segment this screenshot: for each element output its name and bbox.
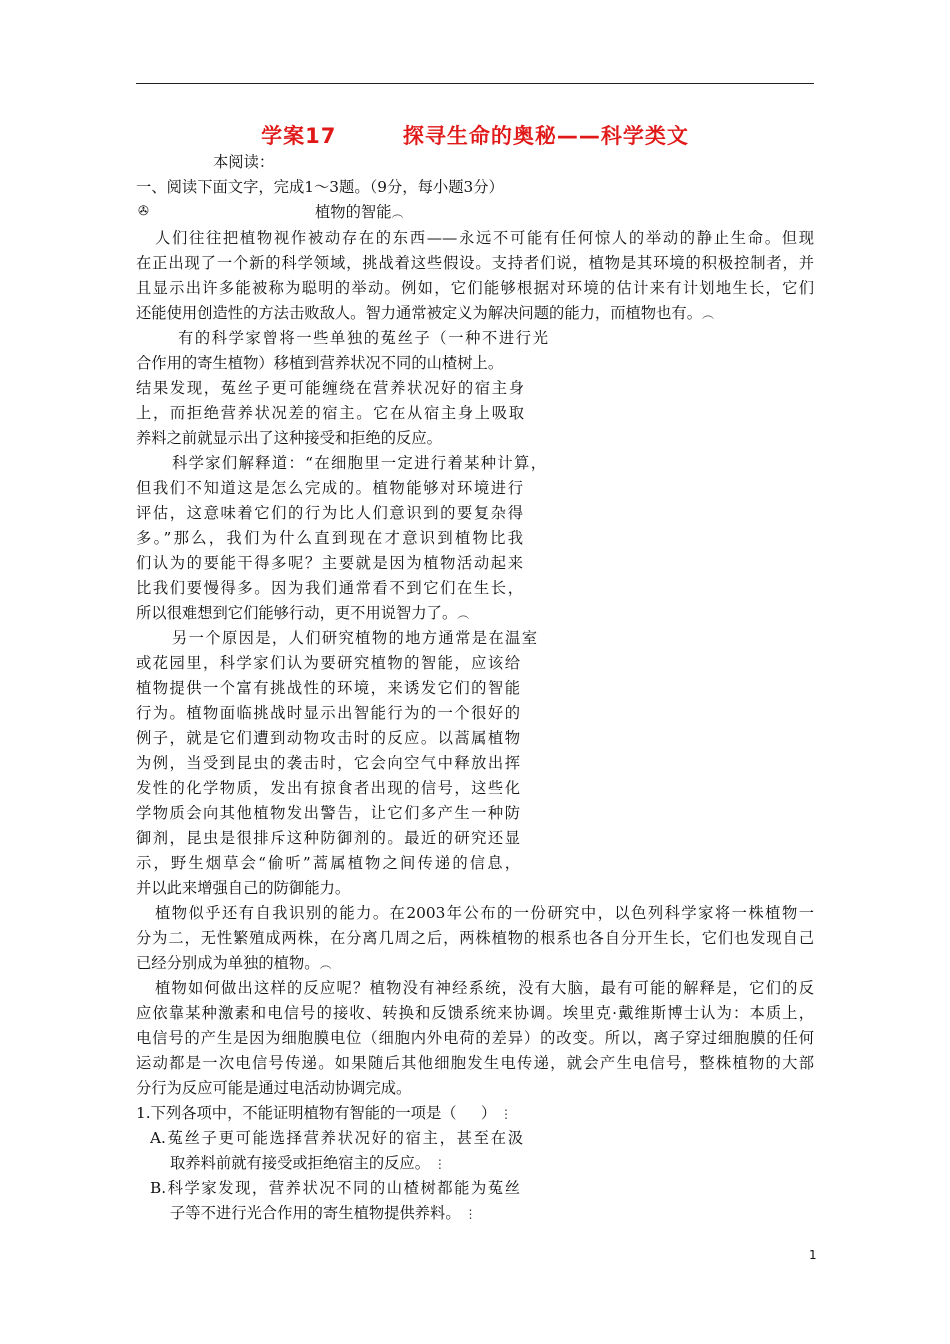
option-b-line-2-text: 子等不进行光合作用的寄生植物提供养料。	[170, 1204, 461, 1222]
para4-line-4: 行为。植物面临挑战时显示出智能行为的一个很好的	[136, 704, 520, 722]
option-a-line-1: A.菟丝子更可能选择营养状况好的宿主，甚至在汲	[150, 1129, 523, 1147]
para5-line-3-text: 已经分别成为单独的植物。	[136, 954, 320, 972]
para3-line-6: 比我们要慢得多。因为我们通常看不到它们在生长，	[136, 579, 523, 597]
para4-line-6: 为例，当受到昆虫的袭击时，它会向空气中释放出挥	[136, 754, 520, 772]
para4-line-2: 或花园里，科学家们认为要研究植物的智能，应该给	[136, 654, 520, 672]
para3-line-7-text: 所以很难想到它们能够行动，更不用说智力了。	[136, 604, 458, 622]
para4-line-8: 学物质会向其他植物发出警告，让它们多产生一种防	[136, 804, 520, 822]
para6-line-4: 运动都是一次电信号传递。如果随后其他细胞发生电传递，就会产生电信号，整株植物的大部	[136, 1054, 814, 1072]
snail-icon: ✇	[138, 204, 149, 219]
arc-mark-icon: ︵	[702, 307, 715, 321]
essay-title-text: 植物的智能	[315, 203, 392, 221]
para2-line-2: 合作用的寄生植物）移植到营养状况不同的山楂树上。	[136, 354, 504, 372]
para3-line-1: 科学家们解释道：“在细胞里一定进行着某种计算，	[172, 454, 546, 472]
para3-line-5: 们认为的要能干得多呢？主要就是因为植物活动起来	[136, 554, 523, 572]
intro-text: 本阅读：	[213, 153, 275, 171]
instruction-text: 一、阅读下面文字，完成1～3题。（9分，每小题3分）	[136, 178, 504, 196]
para2-line-1: 有的科学家曾将一些单独的菟丝子（一种不进行光	[178, 329, 548, 347]
para4-line-1: 另一个原因是，人们研究植物的地方通常是在温室	[172, 629, 537, 647]
para2-line-4: 上，而拒绝营养状况差的宿主。它在从宿主身上吸取	[136, 404, 524, 422]
para4-line-9: 御剂，昆虫是很排斥这种防御剂的。最近的研究还显	[136, 829, 520, 847]
question-1	[136, 1103, 512, 1124]
page-title: 学案17 探寻生命的奥秘——科学类文	[261, 124, 689, 148]
para4-line-5: 例子，就是它们遭到动物攻击时的反应。以蒿属植物	[136, 729, 520, 747]
option-b-line-1: B.科学家发现，营养状况不同的山楂树都能为菟丝	[150, 1179, 520, 1197]
para3-line-7	[136, 603, 469, 624]
para1-line-4	[136, 303, 714, 324]
para3-line-4: 多。”那么，我们为什么直到现在才意识到植物比我	[136, 529, 523, 547]
essay-title	[315, 202, 404, 223]
para1-line-4-text: 还能使用创造性的方法击败敌人。智力通常被定义为解决问题的能力，而植物也有。	[136, 304, 702, 322]
option-a-line-2-text: 取养料前就有接受或拒绝宿主的反应。	[170, 1154, 431, 1172]
para5-line-3	[136, 953, 332, 974]
header-rule	[136, 83, 814, 84]
para6-line-1: 植物如何做出这样的反应呢？植物没有神经系统，没有大脑，最有可能的解释是，它们的反	[155, 979, 814, 997]
para4-line-3: 植物提供一个富有挑战性的环境，来诱发它们的智能	[136, 679, 520, 697]
dots-mark-icon: ⋮	[430, 1157, 446, 1171]
arc-mark-icon: ︵	[319, 957, 332, 971]
para1-line-3: 且显示出许多能被称为聪明的举动。例如，它们能够根据对环境的估计来有计划地生长，它们	[136, 279, 814, 297]
option-b-line-2	[170, 1203, 476, 1224]
para3-line-2: 但我们不知道这是怎么完成的。植物能够对环境进行	[136, 479, 523, 497]
arc-mark-icon: ︵	[457, 607, 470, 621]
dots-mark-icon: ⋮	[496, 1107, 512, 1121]
para5-line-2: 分为二，无性繁殖成两株，在分离几周之后，两株植物的根系也各自分开生长，它们也发现自己	[136, 929, 814, 947]
arc-mark-icon: ︵	[391, 206, 404, 220]
para3-line-3: 评估，这意味着它们的行为比人们意识到的要复杂得	[136, 504, 523, 522]
page-number: 1	[809, 1248, 817, 1262]
question-1-text: 1.下列各项中，不能证明植物有智能的一项是（ ）	[136, 1104, 497, 1122]
para4-line-10: 示，野生烟草会“偷听”蒿属植物之间传递的信息，	[136, 854, 520, 872]
para2-line-5: 养料之前就显示出了这种接受和拒绝的反应。	[136, 429, 442, 447]
para1-line-2: 在正出现了一个新的科学领域，挑战着这些假设。支持者们说，植物是其环境的积极控制者，并	[136, 254, 814, 272]
para1-line-1: 人们往往把植物视作被动存在的东西——永远不可能有任何惊人的举动的静止生命。但现	[155, 229, 814, 247]
para5-line-1: 植物似乎还有自我识别的能力。在2003年公布的一份研究中，以色列科学家将一株植物一	[155, 904, 814, 922]
option-a-line-2	[170, 1153, 446, 1174]
dots-mark-icon: ⋮	[460, 1207, 477, 1221]
para6-line-2: 应依靠某种激素和电信号的接收、转换和反馈系统来协调。埃里克·戴维斯博士认为：本质上，	[136, 1004, 814, 1022]
para6-line-3: 电信号的产生是因为细胞膜电位（细胞内外电荷的差异）的改变。所以，离子穿过细胞膜的任何	[136, 1029, 814, 1047]
para4-line-7: 发性的化学物质，发出有掠食者出现的信号，这些化	[136, 779, 520, 797]
para2-line-3: 结果发现，菟丝子更可能缠绕在营养状况好的宿主身	[136, 379, 524, 397]
para6-line-5: 分行为反应可能是通过电活动协调完成。	[136, 1079, 412, 1097]
para4-line-11: 并以此来增强自己的防御能力。	[136, 879, 351, 897]
